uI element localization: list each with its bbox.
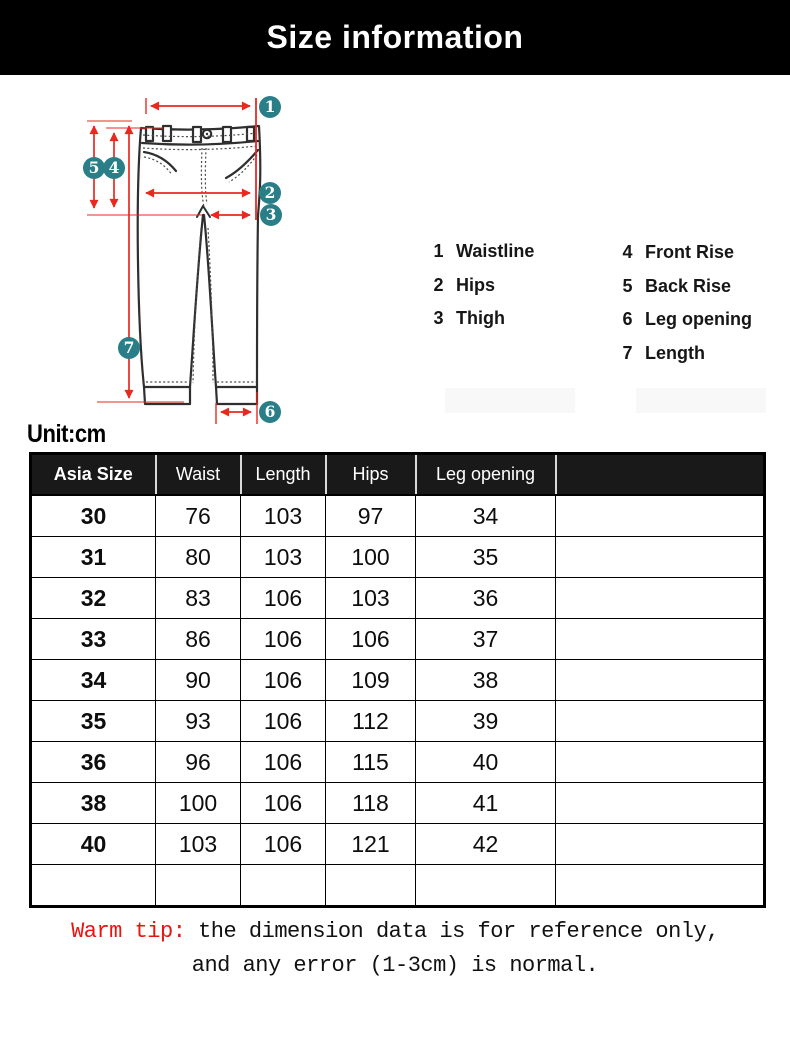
value-cell: 103 — [241, 495, 326, 537]
legend-number: 1 — [433, 241, 444, 261]
legend-number: 7 — [622, 342, 633, 363]
page-title: Size information — [266, 19, 524, 55]
size-cell — [31, 865, 156, 907]
svg-text:4: 4 — [108, 158, 120, 177]
table-row — [31, 742, 765, 783]
value-cell — [556, 865, 765, 907]
svg-text:6: 6 — [264, 402, 276, 421]
table-row — [31, 537, 765, 578]
legend-label: Waistline — [456, 241, 535, 261]
value-cell: 35 — [416, 537, 556, 578]
legend-number: 3 — [433, 308, 444, 328]
table-row — [31, 660, 765, 701]
unit-label: Unit:cm — [27, 420, 106, 448]
legend-label: Thigh — [456, 308, 505, 328]
diagram-marker-6 — [259, 401, 281, 423]
faint-watermark-box — [636, 388, 766, 413]
table-row — [31, 495, 765, 537]
value-cell: 76 — [156, 495, 241, 537]
legend-number: 4 — [622, 242, 633, 262]
size-cell: 35 — [31, 701, 156, 742]
column-header-empty — [556, 454, 765, 496]
warm-tip-prefix: Warm tip: — [71, 919, 186, 944]
title-bar — [0, 0, 790, 75]
value-cell: 34 — [416, 495, 556, 537]
diagram-marker-7 — [118, 337, 140, 359]
value-cell: 39 — [416, 701, 556, 742]
column-header-waist: Waist — [156, 454, 241, 496]
legend-number: 6 — [622, 309, 633, 329]
svg-text:1: 1 — [264, 97, 276, 116]
size-cell: 38 — [31, 783, 156, 824]
table-row — [31, 619, 765, 660]
legend-label: Length — [645, 342, 705, 363]
table-row — [31, 824, 765, 865]
column-header-leg-opening: Leg opening — [416, 454, 556, 496]
diagram-marker-2 — [259, 182, 281, 204]
value-cell: 106 — [241, 783, 326, 824]
size-cell: 31 — [31, 537, 156, 578]
diagram-marker-3 — [260, 204, 282, 226]
svg-text:3: 3 — [265, 205, 277, 224]
column-header-asia-size: Asia Size — [31, 454, 156, 496]
value-cell: 86 — [156, 619, 241, 660]
value-cell: 103 — [156, 824, 241, 865]
value-cell — [156, 865, 241, 907]
value-cell: 106 — [241, 660, 326, 701]
pants-outline — [138, 126, 261, 404]
diagram-marker-4 — [103, 157, 125, 179]
value-cell: 106 — [326, 619, 416, 660]
size-cell: 32 — [31, 578, 156, 619]
legend-item-back-rise — [620, 276, 752, 310]
size-cell: 34 — [31, 660, 156, 701]
value-cell — [556, 578, 765, 619]
value-cell: 40 — [416, 742, 556, 783]
table-row — [31, 783, 765, 824]
value-cell: 42 — [416, 824, 556, 865]
value-cell — [416, 865, 556, 907]
value-cell: 118 — [326, 783, 416, 824]
value-cell: 93 — [156, 701, 241, 742]
value-cell: 103 — [241, 537, 326, 578]
value-cell: 97 — [326, 495, 416, 537]
value-cell: 100 — [326, 537, 416, 578]
table-row — [31, 578, 765, 619]
value-cell: 41 — [416, 783, 556, 824]
table-header-row — [31, 454, 765, 496]
size-cell: 36 — [31, 742, 156, 783]
svg-text:5: 5 — [88, 158, 100, 177]
svg-text:7: 7 — [123, 338, 135, 357]
legend-item-leg-opening — [620, 309, 752, 343]
value-cell — [556, 495, 765, 537]
measurement-legend-col2 — [620, 242, 752, 376]
warm-tip-line1 — [0, 915, 790, 949]
warm-tip — [0, 915, 790, 983]
legend-label: Back Rise — [645, 275, 732, 296]
value-cell — [326, 865, 416, 907]
size-table — [29, 452, 766, 908]
legend-number: 2 — [433, 274, 444, 295]
legend-label: Front Rise — [645, 242, 735, 262]
value-cell: 106 — [241, 619, 326, 660]
value-cell: 109 — [326, 660, 416, 701]
value-cell: 106 — [241, 824, 326, 865]
value-cell: 83 — [156, 578, 241, 619]
value-cell: 100 — [156, 783, 241, 824]
value-cell: 80 — [156, 537, 241, 578]
value-cell — [556, 619, 765, 660]
faint-watermark-box — [445, 388, 575, 413]
table-row — [31, 865, 765, 907]
value-cell: 106 — [241, 578, 326, 619]
value-cell: 106 — [241, 701, 326, 742]
value-cell: 36 — [416, 578, 556, 619]
value-cell: 106 — [241, 742, 326, 783]
legend-item-hips — [431, 275, 534, 309]
diagram-marker-5 — [83, 157, 105, 179]
measurement-legend-col1 — [431, 241, 534, 342]
legend-label: Hips — [456, 274, 496, 295]
legend-label: Leg opening — [645, 309, 752, 329]
value-cell: 103 — [326, 578, 416, 619]
value-cell — [556, 824, 765, 865]
column-header-length: Length — [241, 454, 326, 496]
size-cell: 33 — [31, 619, 156, 660]
value-cell: 121 — [326, 824, 416, 865]
value-cell — [556, 537, 765, 578]
value-cell: 90 — [156, 660, 241, 701]
value-cell — [556, 660, 765, 701]
value-cell: 115 — [326, 742, 416, 783]
value-cell: 112 — [326, 701, 416, 742]
warm-tip-text1: the dimension data is for reference only, — [185, 919, 719, 944]
legend-item-length — [620, 343, 752, 377]
value-cell — [556, 701, 765, 742]
legend-item-thigh — [431, 308, 534, 342]
value-cell: 96 — [156, 742, 241, 783]
diagram-marker-1 — [259, 96, 281, 118]
warm-tip-line2: and any error (1-3cm) is normal. — [191, 953, 599, 978]
value-cell — [556, 783, 765, 824]
legend-item-waistline — [431, 241, 534, 275]
value-cell: 38 — [416, 660, 556, 701]
value-cell — [241, 865, 326, 907]
column-header-hips: Hips — [326, 454, 416, 496]
svg-text:2: 2 — [264, 183, 276, 202]
table-row — [31, 701, 765, 742]
legend-item-front-rise — [620, 242, 752, 276]
size-cell: 40 — [31, 824, 156, 865]
value-cell — [556, 742, 765, 783]
legend-number: 5 — [622, 275, 633, 296]
size-cell: 30 — [31, 495, 156, 537]
value-cell: 37 — [416, 619, 556, 660]
